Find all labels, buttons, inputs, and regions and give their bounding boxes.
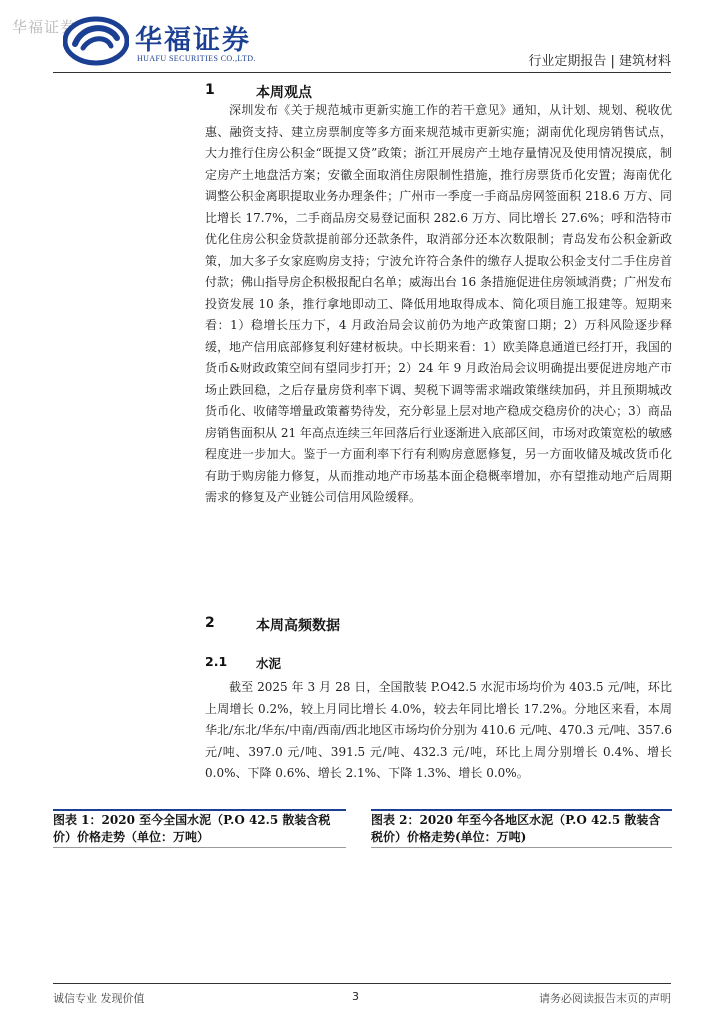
huafu-logo (63, 14, 273, 70)
logo-english-name: HUAFU SECURITIES CO.,LTD. (137, 54, 256, 63)
header-divider (53, 72, 671, 73)
section-2-1-paragraph: 截至 2025 年 3 月 28 日，全国散装 P.O42.5 水泥市场均价为 403.5 元/吨，环比上周增长 0.2%，较上月同比增长 4.0%，较去年同比增长 17.2%。分地区来看，本周华北/东北/华东/中南/西南/西北地区市场均价分别为 410.6 元/吨、470.3 元/吨、357.6 元/吨、397.0 元/吨、391.5 元/吨、432.3 元/吨，环比上周分别增长 0.4%、增长 0.0%、下降 0.6%、增长 2.1%、下降 1.3%、增长 0.0%。 (205, 680, 672, 780)
section-2-number: 2 (205, 615, 215, 631)
figure-2-caption: 图表 2：2020 年至今各地区水泥（P.O 42.5 散装含税价）价格走势(单位：万吨) (371, 809, 672, 848)
section-1-paragraph: 深圳发布《关于规范城市更新实施工作的若干意见》通知，从计划、规划、税收优惠、融资支持、建立房票制度等多方面来规范城市更新实施；湖南优化现房销售试点，大力推行住房公积金“既提又贷”政策；浙江开展房产土地存量情况及使用情况摸底，制定房产土地盘活方案；安徽全面取消住房限制性措施，推行房票货币化安置；海南优化调整公积金离职提取业务办理条件；广州市一季度一手商品房网签面积 218.6 万方、同比增长 17.7%，二手商品房交易登记面积 282.6 万方、同比增长 27.6%；呼和浩特市优化住房公积金贷款提前部分还款条件，取消部分还本次数限制；青岛发布公积金新政策，加大多子女家庭购房支持；宁波允许符合条件的缴存人提取公积金支付二手住房首付款；佛山指导房企积极报配白名单；威海出台 16 条措施促进住房领域消费；广州发布投资发展 10 条，推行拿地即动工、降低用地取得成本、简化项目施工报建等。短期来看：1）稳增长压力下，4 月政治局会议前仍为地产政策窗口期；2）万科风险逐步释缓，地产信用底部修复利好建材板块。中长期来看：1）欧美降息通道已经打开，我国的货币&财政政策空间有望同步打开；2）24 年 9 月政治局会议明确提出要促进房地产市场止跌回稳，之后存量房贷利率下调、契税下调等需求端政策继续加码，并且预期城改货币化、收储等增量政策蓄势待发，充分彰显上层对地产稳成交稳房价的决心；3）商品房销售面积从 21 年高点连续三年回落后行业逐渐进入底部区间，市场对政策宽松的敏感程度进一步加大。鉴于一方面利率下行有利购房意愿修复，另一方面收储及城改货币化有助于购房能力修复，从而推动地产市场基本面企稳概率增加，亦有望推动地产后周期需求的修复及产业链公司信用风险缓释。 (205, 103, 672, 504)
logo-chinese-name: 华福证券 (135, 25, 251, 56)
footer-divider (53, 983, 671, 984)
page-number: 3 (352, 990, 359, 1003)
huafu-logo-icon (63, 14, 129, 68)
section-1-title: 本周观点 (256, 85, 312, 101)
watermark-text: 华福证券 (12, 18, 77, 36)
section-1-number: 1 (205, 82, 215, 98)
figure-1-caption: 图表 1：2020 至今全国水泥（P.O 42.5 散装含税价）价格走势（单位：万吨） (53, 809, 346, 848)
report-type-header: 行业定期报告 | 建筑材料 (528, 54, 671, 69)
footer-slogan: 诚信专业 发现价值 (53, 992, 145, 1005)
section-2-1-number: 2.1 (205, 654, 228, 669)
footer-disclaimer: 请务必阅读报告末页的声明 (539, 992, 671, 1005)
section-2-1-title: 水泥 (256, 656, 282, 671)
section-2-title: 本周高频数据 (256, 618, 340, 634)
